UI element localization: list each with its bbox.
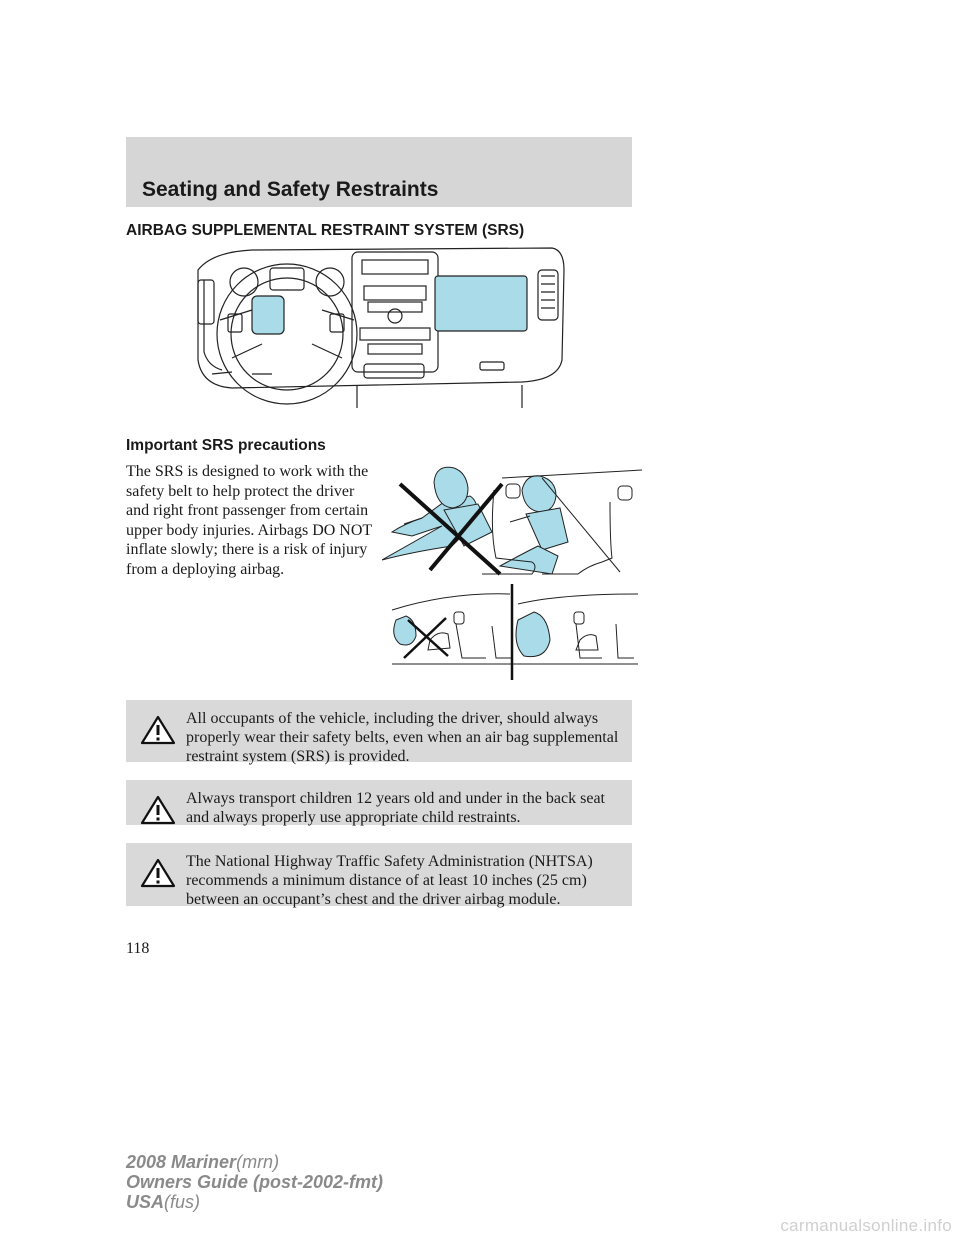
warning-box-children	[126, 780, 632, 825]
warning-icon	[140, 858, 176, 888]
warning-icon	[140, 795, 176, 825]
footer-model-code: (mrn)	[236, 1152, 280, 1172]
watermark: carmanualsonline.info	[780, 1216, 952, 1235]
warning-icon	[140, 715, 176, 745]
footer-guide: Owners Guide (post-2002-fmt)	[126, 1172, 384, 1192]
section-title: AIRBAG SUPPLEMENTAL RESTRAINT SYSTEM (SRS)	[126, 222, 525, 239]
warning-box-safety-belts	[126, 700, 632, 765]
warning-text: All occupants of the vehicle, including the driver, should always properly wear their safety belts, even when an air bag supplemental restraint system (SRS) is provided.	[186, 710, 619, 765]
occupant-position-illustration	[382, 462, 644, 584]
warning-text: The National Highway Traffic Safety Administration (NHTSA) recommends a minimum distance of at least 10 inches (25 cm) between an occupant’s chest and the driver airbag module.	[186, 853, 593, 908]
warning-text: Always transport children 12 years old and under in the back seat and always properly use appropriate child restraints.	[186, 790, 605, 826]
footer-market: USA	[126, 1192, 165, 1212]
page-title: Seating and Safety Restraints	[142, 178, 439, 201]
dashboard-illustration	[192, 240, 567, 410]
child-seat-illustration	[390, 584, 642, 680]
document-footer	[126, 1152, 383, 1212]
page-number: 118	[126, 940, 150, 957]
precautions-body: The SRS is designed to work with the safety belt to help protect the driver and right front passenger from certain upper body injuries. Airbags DO NOT inflate slowly; there is a risk of injury from a deploying airbag.	[126, 463, 372, 578]
footer-model: 2008 Mariner	[126, 1152, 237, 1172]
warning-box-nhtsa	[126, 843, 632, 906]
precautions-title: Important SRS precautions	[126, 437, 326, 454]
footer-market-code: (fus)	[164, 1192, 201, 1212]
